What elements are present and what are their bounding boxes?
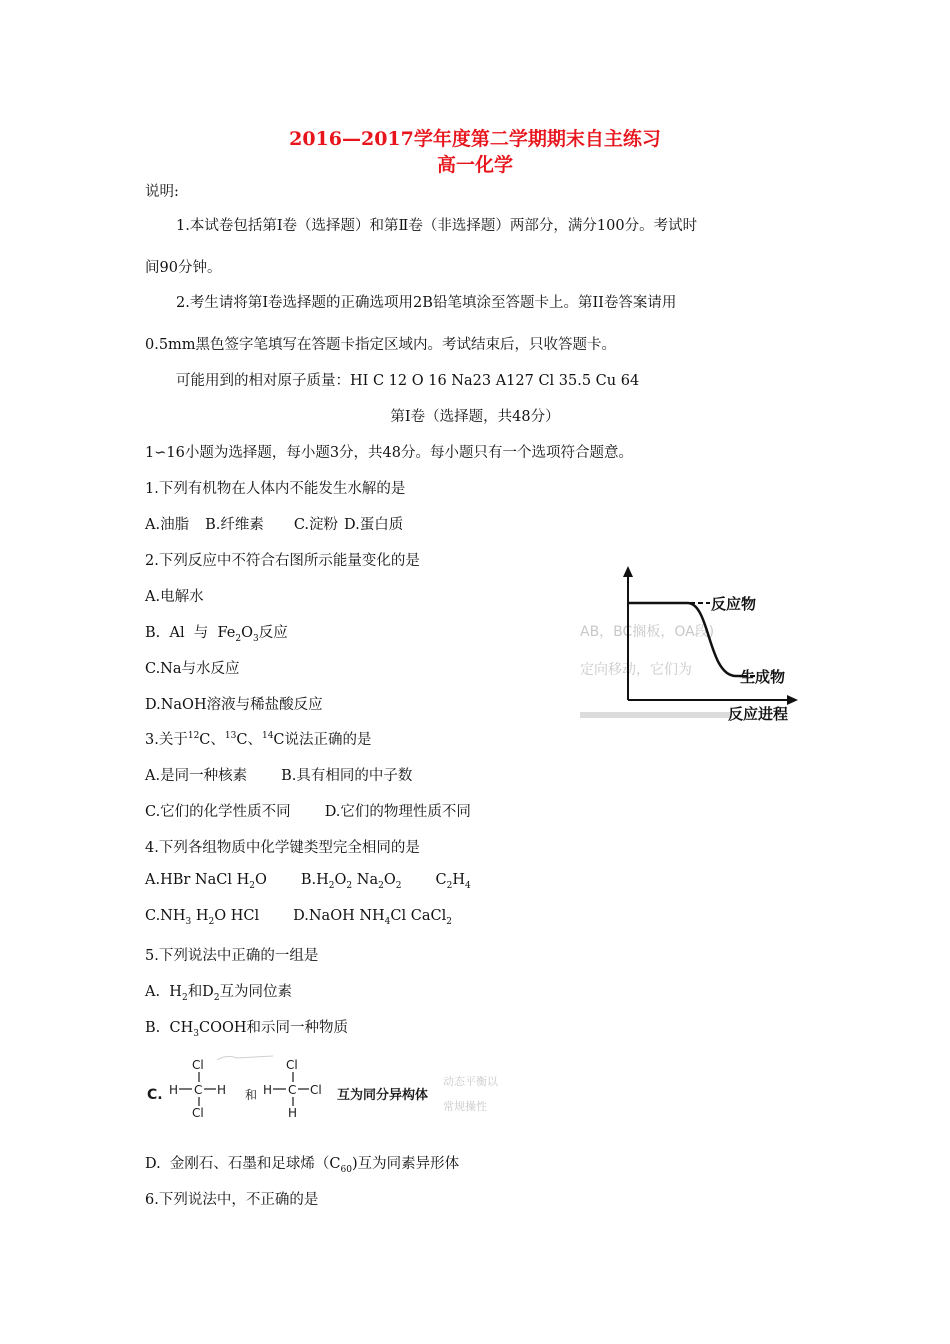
faded-text-3: 动态平衡以: [443, 1075, 498, 1088]
option-a: A.油脂: [145, 517, 190, 533]
option-b: $B.H_2O_2$ $Na_2O_2$ $C_2H_4$: [300, 872, 471, 891]
and-text: 和: [245, 1088, 258, 1102]
atom-cl: Cl: [192, 1106, 204, 1120]
exam-subtitle: 高一化学: [436, 154, 513, 176]
atom-cl: Cl: [310, 1083, 322, 1097]
question-2-option-a: A.电解水: [145, 589, 204, 605]
question-1-options: [145, 513, 403, 534]
atom-h: H: [288, 1106, 298, 1120]
option-d: D.它们的物理性质不同: [324, 804, 471, 820]
atom-h: H: [169, 1083, 179, 1097]
question-5-option-c-structures: [145, 1052, 665, 1124]
isomer-text: 互为同分异构体: [337, 1088, 429, 1103]
section-intro: 1∽16小题为选择题，每小题3分，共48分。每小题只有一个选项符合题意。: [145, 445, 633, 461]
question-3-options-cd: [145, 800, 471, 821]
x-axis-arrow: [787, 695, 798, 705]
y-axis-arrow: [623, 566, 633, 577]
question-3-options-ab: [145, 764, 412, 785]
atom-c: C: [288, 1083, 297, 1097]
question-6-stem: 6.下列说法中，不正确的是: [145, 1192, 319, 1208]
option-a: A.HBr NaCl $H_2O$: [145, 872, 267, 891]
option-c-label: C.: [147, 1087, 163, 1103]
option-a: A.是同一种核素: [145, 768, 248, 784]
x-axis-label: 反应进程: [728, 705, 789, 723]
question-2-option-c: C.Na与水反应: [145, 661, 240, 677]
faded-strip: [580, 712, 730, 718]
option-b: B.具有相同的中子数: [281, 768, 413, 784]
question-4-stem: 4.下列各组物质中化学键类型完全相同的是: [145, 840, 420, 856]
option-d: D.NaOH $NH_4Cl$ CaCl$_2$: [293, 908, 452, 927]
question-1-stem: 1.下列有机物在人体内不能发生水解的是: [145, 481, 406, 497]
instruction-1-line-2: 间90分钟。: [145, 260, 222, 276]
atomic-masses: 可能用到的相对原子质量：HI C 12 O 16 Na23 A127 Cl 35.5 Cu 64: [176, 373, 640, 389]
faded-text-1: AB，BC搁板，OA段): [580, 624, 715, 640]
instruction-2-line-1: 2.考生请将第Ⅰ卷选择题的正确选项用2B铅笔填涂至答题卡上。第II卷答案请用: [176, 295, 677, 311]
atom-cl: Cl: [192, 1058, 204, 1072]
option-d: D.蛋白质: [344, 517, 404, 533]
faded-mark: [217, 1056, 273, 1060]
option-c: $C.NH_3$ $H_2O$ HCl: [145, 908, 260, 927]
question-5-stem: 5.下列说法中正确的一组是: [145, 948, 319, 964]
question-4-options-ab: [145, 872, 471, 891]
question-2-option-d: D.NaOH溶液与稀盐酸反应: [145, 697, 323, 713]
faded-text-2: 定向移动，它们为: [580, 662, 692, 678]
question-5-option-a: A. $H_2$和$D_2$互为同位素: [145, 984, 293, 1003]
section-heading: 第Ⅰ卷（选择题，共48分）: [390, 409, 560, 425]
atom-h: H: [217, 1083, 227, 1097]
atom-c: C: [194, 1083, 203, 1097]
reactant-label: 反应物: [711, 595, 757, 613]
option-c: C.它们的化学性质不同: [145, 804, 291, 820]
atom-h: H: [263, 1083, 273, 1097]
question-2-option-b: B. Al 与 $Fe_2O_3$反应: [145, 625, 288, 644]
atom-cl: Cl: [286, 1058, 298, 1072]
faded-text-4: 常规操性: [443, 1100, 487, 1113]
option-c: C.淀粉: [293, 517, 339, 533]
instruction-2-line-2: 0.5mm黑色签字笔填写在答题卡指定区域内。考试结束后，只收答题卡。: [145, 337, 617, 353]
question-4-options-cd: [145, 908, 452, 927]
exam-title: 2016—2017学年度第二学期期末自主练习: [289, 128, 661, 150]
instructions-label: 说明:: [145, 184, 179, 200]
question-3-stem: 3.关于$^{12}$C、$^{13}$C、$^{14}$C说法正确的是: [145, 731, 372, 748]
option-b: B.纤维素: [205, 517, 264, 533]
product-label: 生成物: [740, 668, 786, 686]
energy-diagram: [580, 566, 810, 726]
question-5-option-b: B. $CH_3COOH$和示同一种物质: [145, 1020, 348, 1039]
question-2-stem: 2.下列反应中不符合右图所示能量变化的是: [145, 553, 420, 569]
instruction-1-line-1: 1.本试卷包括第Ⅰ卷（选择题）和第Ⅱ卷（非选择题）两部分，满分100分。考试时: [176, 218, 698, 234]
question-5-option-d: D. 金刚石、石墨和足球烯$(C_{60})$互为同素异形体: [145, 1156, 460, 1175]
